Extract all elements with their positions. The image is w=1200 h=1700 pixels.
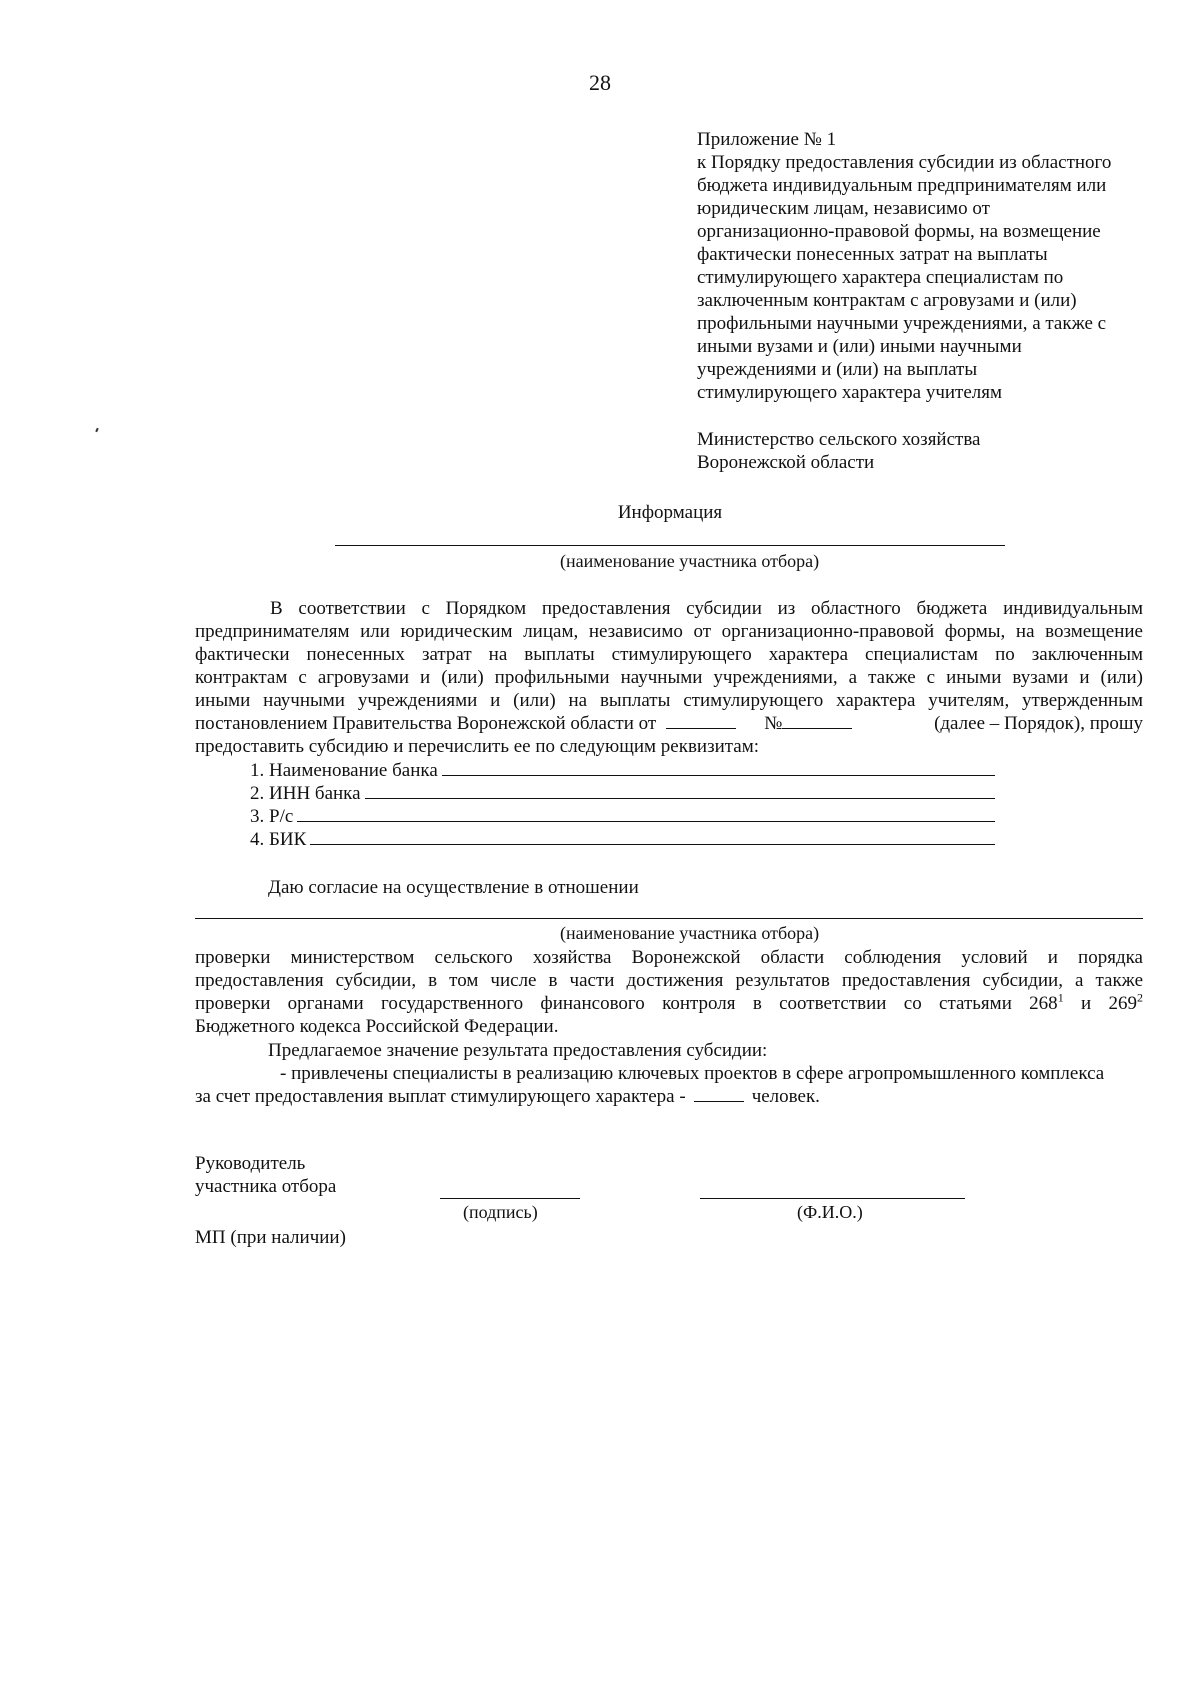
requisite-label: 4. БИК (250, 829, 307, 850)
result-line-1: - привлечены специалисты в реализацию ключевых проектов в сфере агропромышленного комплекса (280, 1063, 1105, 1084)
annex-line: стимулирующего характера учителям (697, 382, 1003, 403)
annex-line: бюджета индивидуальным предпринимателям или (697, 175, 1107, 196)
consent-participant-line (195, 918, 1143, 919)
consent-intro: Даю согласие на осуществление в отношении (268, 877, 639, 898)
requisite-fill-line (365, 781, 995, 799)
requisite-fill-line (310, 827, 995, 845)
requisite-bik (250, 827, 995, 851)
decree-number-sign: № (764, 713, 783, 734)
annex-line: стимулирующего характера специалистам по (697, 267, 1064, 288)
participant-name-line (335, 545, 1005, 546)
decree-text: постановлением Правительства Воронежской области от (195, 713, 657, 734)
recipient-block (697, 428, 981, 474)
annex-line: к Порядку предоставления субсидии из областного (697, 152, 1112, 173)
full-name-caption: (Ф.И.О.) (797, 1202, 863, 1222)
paragraph-line: фактически понесенных затрат на выплаты стимулирующего характера специалистам по заключенным (195, 644, 1143, 665)
paragraph-line: контрактам с агровузами и (или) профильными научными учреждениями, а также с иными вузами и (или) (195, 667, 1143, 688)
scan-speck (95, 428, 99, 432)
paragraph-line: иными научными учреждениями и (или) на выплаты стимулирующего характера учителям, утвержденным (195, 690, 1143, 711)
annex-line: фактически понесенных затрат на выплаты (697, 244, 1048, 265)
consent-line-code: Бюджетного кодекса Российской Федерации. (195, 1016, 559, 1037)
signature-caption: (подпись) (463, 1202, 538, 1222)
decree-tail: (далее – Порядок), прошу (934, 713, 1143, 734)
result-intro: Предлагаемое значение результата предоставления субсидии: (268, 1040, 768, 1061)
result-unit: человек. (751, 1086, 820, 1107)
article-superscript: 1 (1057, 990, 1064, 1005)
consent-line: предоставления субсидии, в том числе в части достижения результатов предоставления субсидии, а также (195, 970, 1143, 991)
requisite-label: 1. Наименование банка (250, 760, 438, 781)
annex-line: профильными научными учреждениями, а также с (697, 313, 1107, 334)
requisite-label: 3. Р/с (250, 806, 294, 827)
result-line-2-text: за счет предоставления выплат стимулирующего характера - (195, 1086, 686, 1107)
recipient-line-2: Воронежской области (697, 452, 875, 473)
result-line-2 (195, 1085, 820, 1108)
signature-line (440, 1198, 580, 1199)
document-title: Информация (617, 502, 723, 523)
annex-block (697, 128, 1167, 404)
consent-articles-mid: и 269 (1063, 993, 1137, 1014)
paragraph-line: В соответствии с Порядком предоставления субсидии из областного бюджета индивидуальным (270, 598, 1143, 619)
requisite-fill-line (297, 804, 995, 822)
participant-name-caption: (наименование участника отбора) (560, 551, 820, 571)
annex-line: учреждениями и (или) на выплаты (697, 359, 978, 380)
paragraph-line: предпринимателям или юридическим лицам, независимо от организационно-правовой формы, на возмещение (195, 621, 1143, 642)
stamp-note: МП (при наличии) (195, 1227, 346, 1248)
article-superscript: 2 (1137, 990, 1143, 1005)
annex-line: иными вузами и (или) иными научными (697, 336, 1022, 357)
decree-number-blank (782, 712, 852, 729)
requisite-fill-line (442, 758, 995, 776)
full-name-line (700, 1198, 965, 1199)
head-title-line-1: Руководитель (195, 1153, 306, 1174)
consent-line: проверки министерством сельского хозяйства Воронежской области соблюдения условий и порядка (195, 947, 1143, 968)
consent-articles-text: проверки органами государственного финансового контроля в соответствии со статьями 268 (195, 993, 1058, 1014)
annex-line: Приложение № 1 (697, 129, 837, 150)
paragraph-line-request: предоставить субсидию и перечислить ее по следующим реквизитам: (195, 736, 760, 757)
annex-line: заключенным контрактам с агровузами и (или) (697, 290, 1077, 311)
requisite-bank-name (250, 758, 995, 782)
requisite-bank-inn (250, 781, 995, 805)
annex-line: юридическим лицам, независимо от (697, 198, 990, 219)
consent-participant-caption: (наименование участника отбора) (560, 923, 820, 943)
paragraph-line-decree (195, 712, 1143, 735)
annex-line: организационно-правовой формы, на возмещение (697, 221, 1101, 242)
consent-line-articles (195, 992, 1143, 1015)
recipient-line-1: Министерство сельского хозяйства (697, 429, 981, 450)
result-count-blank (694, 1085, 744, 1102)
requisite-account (250, 804, 995, 828)
requisite-label: 2. ИНН банка (250, 783, 361, 804)
decree-date-blank (666, 712, 736, 729)
page-number: 28 (589, 70, 611, 95)
head-title-line-2: участника отбора (195, 1176, 337, 1197)
